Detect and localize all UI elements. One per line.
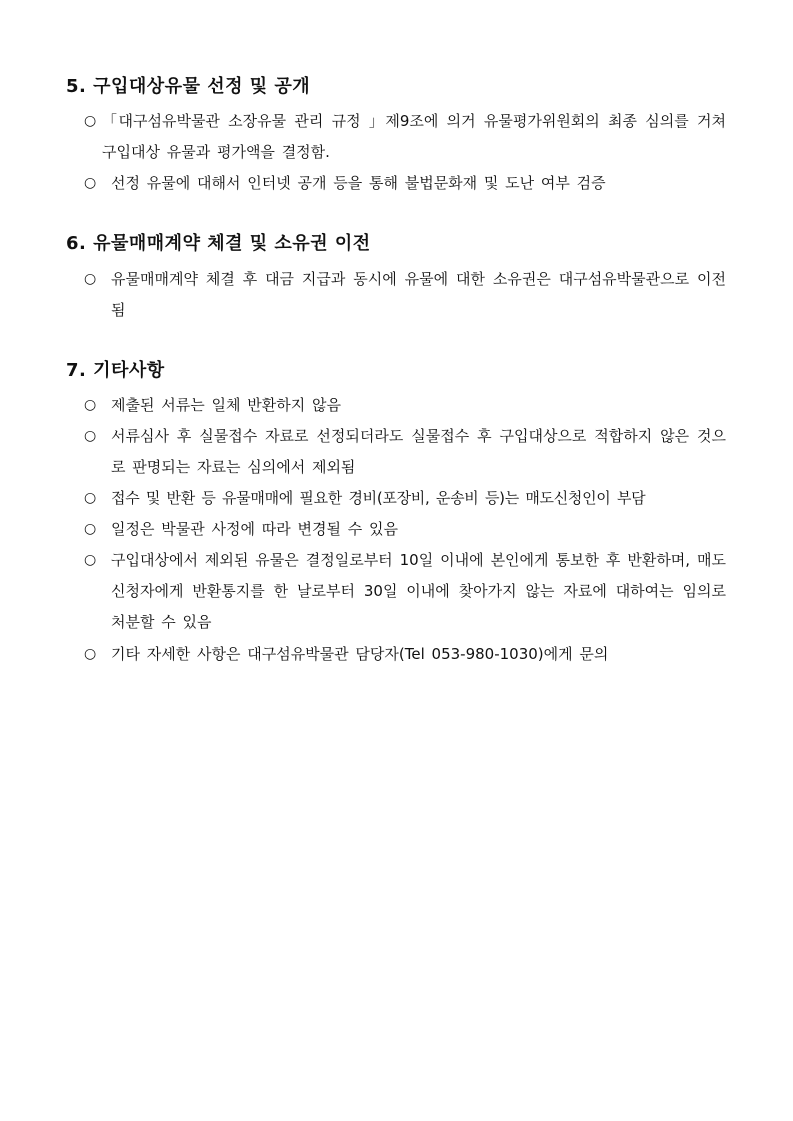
circle-bullet-icon: ○ xyxy=(84,521,97,537)
list-item xyxy=(84,106,726,168)
section-heading: 6. 유물매매계약 체결 및 소유권 이전 xyxy=(66,233,371,254)
item-text: 기타 자세한 사항은 대구섬유박물관 담당자(Tel 053-980-1030)에게 문의 xyxy=(111,645,609,663)
circle-bullet-icon: ○ xyxy=(84,490,97,506)
item-text: 서류심사 후 실물접수 자료로 선정되더라도 실물접수 후 구입대상으로 적합하지 않은 것으로 판명되는 자료는 심의에서 제외됨 xyxy=(111,427,726,476)
circle-bullet-icon: ○ xyxy=(84,552,97,568)
item-text: 일정은 박물관 사정에 따라 변경될 수 있음 xyxy=(111,520,398,538)
list-item xyxy=(84,168,726,199)
section-heading: 7. 기타사항 xyxy=(66,360,165,381)
section-heading: 5. 구입대상유물 선정 및 공개 xyxy=(66,76,311,97)
item-text: 유물매매계약 체결 후 대금 지급과 동시에 유물에 대한 소유권은 대구섬유박물관으로 이전됨 xyxy=(111,270,726,319)
circle-bullet-icon: ○ xyxy=(84,271,97,287)
item-text: 제출된 서류는 일체 반환하지 않음 xyxy=(111,396,341,414)
item-text: 접수 및 반환 등 유물매매에 필요한 경비(포장비, 운송비 등)는 매도신청인이 부담 xyxy=(111,489,646,507)
circle-bullet-icon: ○ xyxy=(84,113,97,129)
list-item xyxy=(84,264,726,326)
list-item xyxy=(84,545,726,638)
circle-bullet-icon: ○ xyxy=(84,397,97,413)
list-item xyxy=(84,483,726,514)
list-item xyxy=(84,421,726,483)
circle-bullet-icon: ○ xyxy=(84,646,97,662)
circle-bullet-icon: ○ xyxy=(84,428,97,444)
list-item xyxy=(84,639,726,670)
item-text: 「대구섬유박물관 소장유물 관리 규정 」제9조에 의거 유물평가위원회의 최종 심의를 거쳐 구입대상 유물과 평가액을 결정함. xyxy=(102,112,726,161)
item-text: 구입대상에서 제외된 유물은 결정일로부터 10일 이내에 본인에게 통보한 후 반환하며, 매도신청자에게 반환통지를 한 날로부터 30일 이내에 찾아가지 않는 자료에 대하여는 임의로 처분할 수 있음 xyxy=(111,551,726,631)
list-item xyxy=(84,390,726,421)
circle-bullet-icon: ○ xyxy=(84,175,97,191)
item-text: 선정 유물에 대해서 인터넷 공개 등을 통해 불법문화재 및 도난 여부 검증 xyxy=(111,174,606,192)
list-item xyxy=(84,514,726,545)
